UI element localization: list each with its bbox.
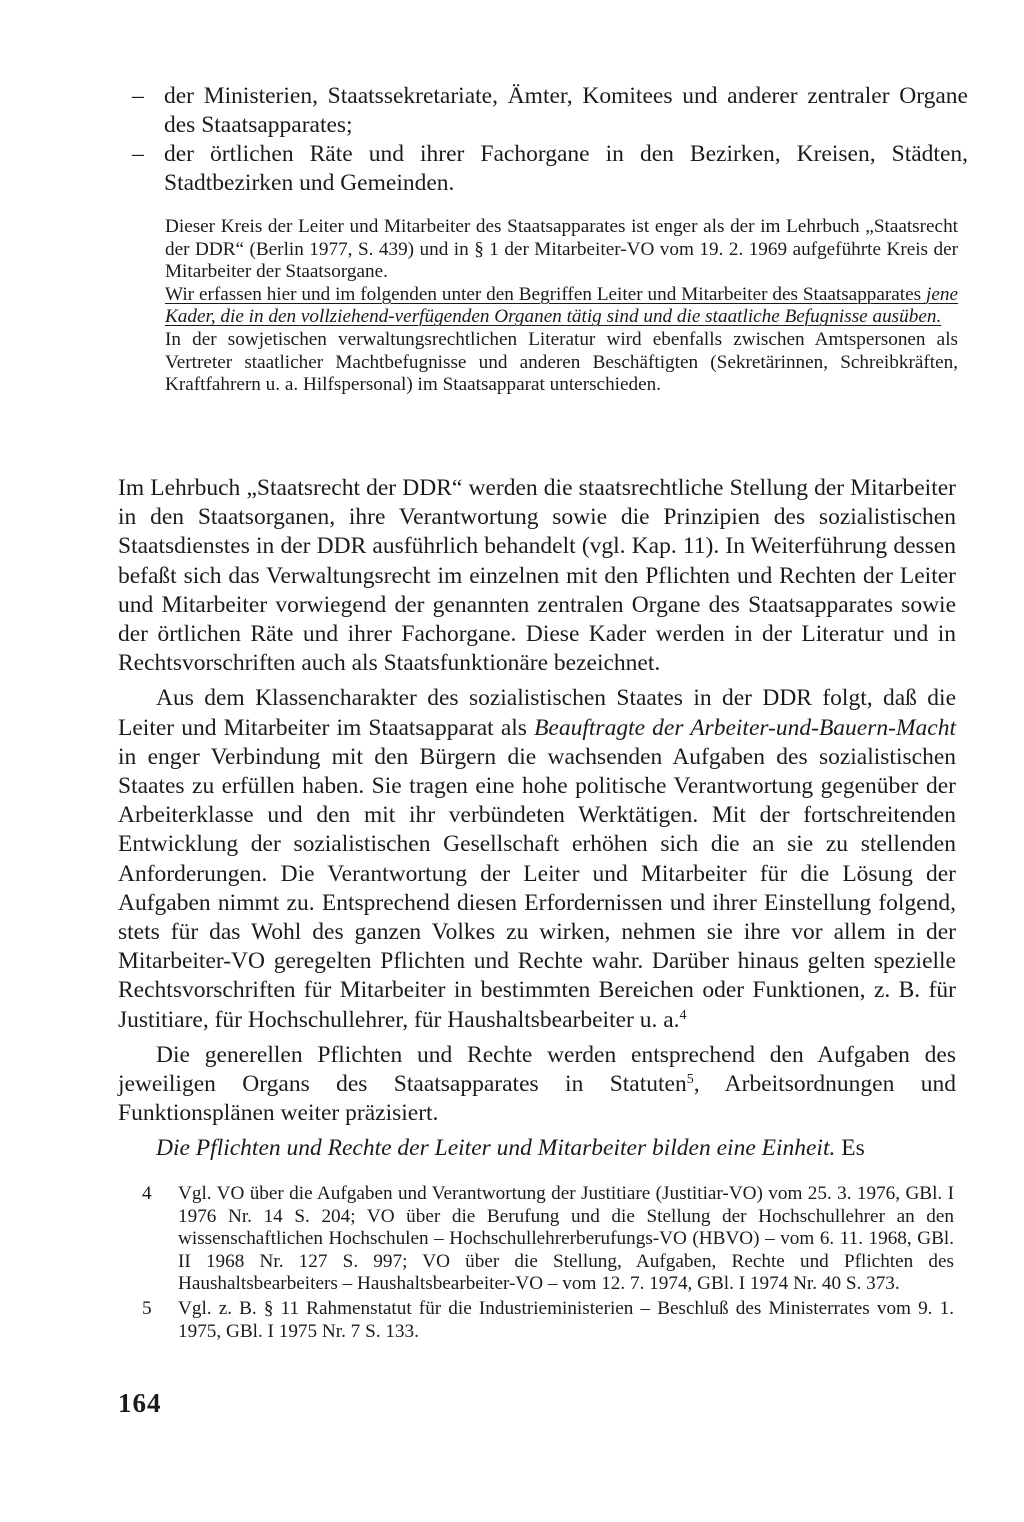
bullet-list: [118, 82, 968, 198]
footnote-text: Vgl. VO über die Aufgaben und Verantwortung der Justitiare (Justitiar-VO) vom 25. 3. 1976, GBl. I 1976 Nr. 14 S. 204; VO über die Berufung und die Stellung der Hochschullehrer an den wissenschaftlichen Hochschulen – Hochschullehrerberufungs-VO (HBVO) – vom 6. 11. 1968, GBl. II 1968 Nr. 127 S. 997; VO über die Stellung, Aufgaben, Rechte und Pflichten des Haushaltsbearbeiters – Haushaltsbearbeiter-VO – vom 12. 7. 1974, GBl. I 1974 Nr. 40 S. 373.: [178, 1183, 954, 1295]
bullet-text: der örtlichen Räte und ihrer Fachorgane in den Bezirken, Kreisen, Städten, Stadtbezirken und Gemeinden.: [164, 141, 968, 196]
bullet-item: [118, 140, 968, 198]
bullet-dash: –: [132, 141, 144, 167]
footnote-number: 5: [142, 1297, 152, 1319]
body-italic-text: Die Pflichten und Rechte der Leiter und Mitarbeiter bilden eine Einheit.: [156, 1135, 836, 1162]
bullet-item: [118, 82, 968, 140]
footnote-ref: 5: [686, 1072, 694, 1088]
body-text: Es: [835, 1135, 865, 1162]
body-text: in enger Verbindung mit den Bürgern die wachsenden Aufgaben des sozialistischen Staates zu erfüllen haben. Sie tragen eine hohe politische Verantwortung gegenüber der Arbeiterklasse und den mit ihr verbündeten Werktätigen. Mit der fortschreitenden Entwicklung der sozialistischen Gesellschaft erhöhen sich die an sie zu stellenden Anforderungen. Die Verantwortung der Leiter und Mitarbeiter für die Lösung der Aufgaben nimmt zu. Entsprechend diesen Erfordernissen und ihrer Einstellung folgend, stets für das Wohl des ganzen Volkes zu wirken, nehmen sie ihre vor allem in der Mitarbeiter-VO geregelten Pflichten und Rechte wahr. Darüber hinaus gelten spezielle Rechtsvorschriften für Mitarbeiter in bestimmten Bereichen oder Funktionen, z. B. für Justitiare, für Hochschullehrer, für Haushaltsbearbeiter u. a.: [118, 743, 956, 1033]
body-paragraph: [118, 1041, 956, 1129]
bullet-dash: –: [132, 83, 144, 109]
footnote-text: Vgl. z. B. § 11 Rahmenstatut für die Industrieministerien – Beschluß des Ministerrates vom 9. 1. 1975, GBl. I 1975 Nr. 7 S. 133.: [178, 1297, 954, 1342]
note-paragraph: Dieser Kreis der Leiter und Mitarbeiter des Staatsapparates ist enger als der im Lehrbuch „Staatsrecht der DDR“ (Berlin 1977, S. 439) und in § 1 der Mitarbeiter-VO vom 19. 2. 1969 aufgeführte Kreis der Mitarbeiter der Staatsorgane.: [165, 216, 958, 283]
note-underlined-text: Wir erfassen hier und im folgenden unter den Begriffen Leiter und Mitarbeiter des Staatsapparates: [165, 283, 927, 305]
footnote-number: 4: [142, 1183, 152, 1204]
footnotes: [142, 1183, 954, 1345]
main-text: [118, 474, 956, 1164]
body-italic-text: Beauftragte der Arbeiter-und-Bauern-Macht: [534, 714, 956, 741]
bullet-text: der Ministerien, Staatssekretariate, Ämter, Komitees und anderer zentraler Organe des Staatsapparates;: [164, 83, 968, 138]
body-text: Aus dem Klassencharakter des sozialistischen Staates in der DDR folgt, daß die Leiter und Mitarbeiter im Staatsapparat als: [118, 685, 956, 741]
body-paragraph: [118, 684, 956, 1034]
body-paragraph: [118, 1134, 956, 1163]
small-print-note: [165, 216, 958, 397]
body-text: , Arbeitsordnungen und Funktionsplänen weiter präzisiert.: [118, 1071, 956, 1127]
footnote: [142, 1183, 954, 1296]
note-italic-text: jene Kader, die in den vollziehend-verfügenden Organen tätig sind und die staatliche Befugnisse ausüben.: [165, 283, 958, 328]
note-paragraph: In der sowjetischen verwaltungsrechtlichen Literatur wird ebenfalls zwischen Amtspersonen als Vertreter staatlicher Machtbefugnisse und anderen Beschäftigten (Sekretärinnen, Schreibkräften, Kraftfahrern u. a. Hilfspersonal) im Staatsapparat unterschieden.: [165, 328, 958, 396]
page-number: 164: [118, 1388, 162, 1418]
footnote-ref: 4: [679, 1007, 687, 1023]
footnote: [142, 1298, 954, 1343]
note-paragraph: [165, 284, 958, 329]
body-text: Die generellen Pflichten und Rechte werden entsprechend den Aufgaben des jeweiligen Organs des Staatsapparates in Statuten: [118, 1041, 956, 1098]
body-paragraph: Im Lehrbuch „Staatsrecht der DDR“ werden die staatsrechtliche Stellung der Mitarbeiter in den Staatsorganen, ihre Verantwortung sowie die Prinzipien des sozialistischen Staatsdienstes in der DDR ausführlich behandelt (vgl. Kap. 11). In Weiterführung dessen befaßt sich das Verwaltungsrecht im einzelnen mit den Pflichten und Rechten der Leiter und Mitarbeiter vorwiegend der genannten zentralen Organe des Staatsapparates sowie der örtlichen Räte und ihrer Fachorgane. Diese Kader werden in der Literatur und in Rechtsvorschriften auch als Staatsfunktionäre bezeichnet.: [118, 475, 956, 677]
